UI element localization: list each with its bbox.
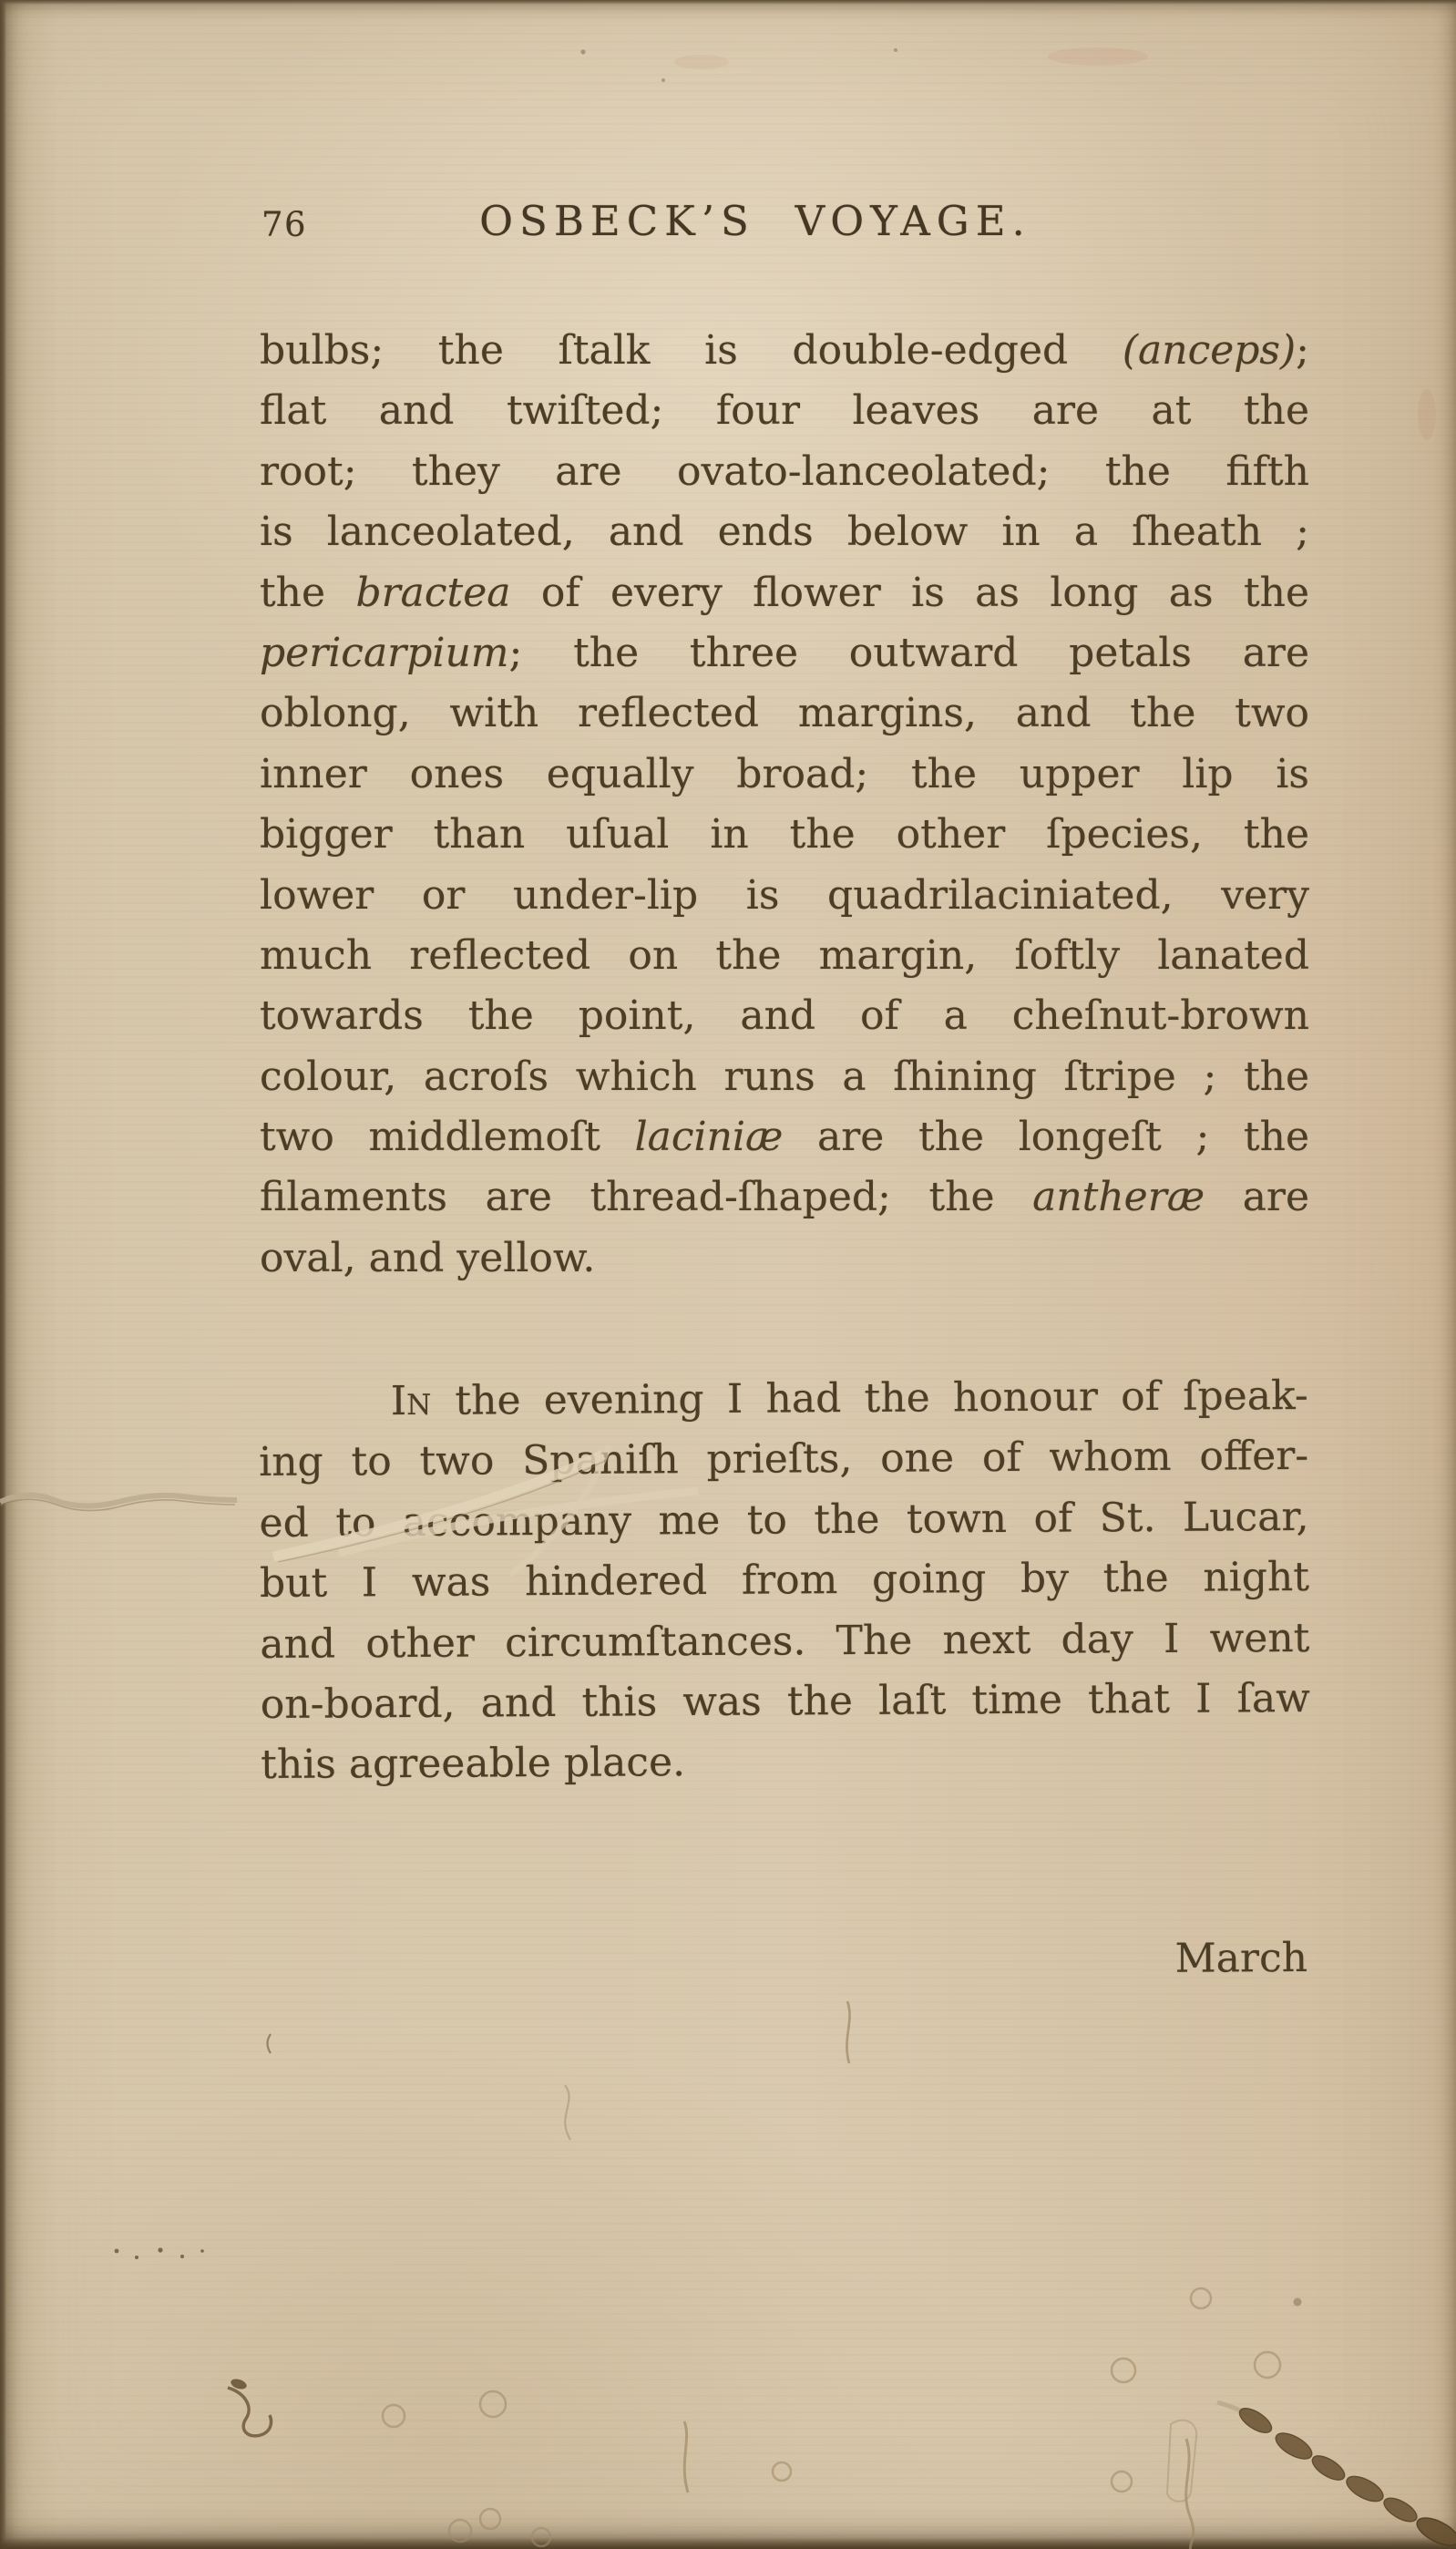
page-header xyxy=(260,197,1309,261)
text-line xyxy=(260,684,1309,744)
page-top-edge xyxy=(0,0,1456,5)
text-line xyxy=(260,502,1309,562)
text-segment: lower or under-lip is quadrilaciniated, very xyxy=(260,871,1309,919)
text-line xyxy=(260,866,1309,926)
text-segment: I xyxy=(390,1378,407,1425)
italic-text-segment: antheræ xyxy=(1032,1174,1205,1221)
text-line xyxy=(259,1366,1308,1433)
page-left-edge xyxy=(0,0,6,2549)
text-line xyxy=(261,1669,1310,1735)
text-line xyxy=(260,442,1309,502)
page-number: 76 xyxy=(261,205,308,244)
text-segment: ed to accompany me to the town of St. Lucar, xyxy=(259,1493,1309,1547)
text-segment: ; xyxy=(1296,327,1309,374)
text-line xyxy=(260,1228,1309,1289)
paragraph xyxy=(260,321,1309,1289)
thread-fiber-mark xyxy=(0,1495,237,1510)
italic-text-segment: (anceps) xyxy=(1122,327,1297,374)
ring-stain-marks xyxy=(383,2288,1280,2546)
text-line xyxy=(259,1487,1308,1554)
text-segment: inner ones equally broad; the upper lip is xyxy=(260,750,1309,797)
italic-text-segment: laciniæ xyxy=(634,1114,784,1161)
page-bottom-edge xyxy=(0,2537,1456,2549)
running-title: OSBECK’S VOYAGE. xyxy=(479,197,1031,245)
brown-dot-mark xyxy=(1294,2298,1302,2307)
text-line xyxy=(260,1107,1309,1167)
text-line xyxy=(260,1609,1309,1675)
text-segment: towards the point, and of a cheſnut-brown xyxy=(260,992,1309,1040)
text-line xyxy=(260,1167,1309,1228)
text-segment: are xyxy=(1205,1174,1310,1221)
text-body xyxy=(260,321,1309,1796)
text-line xyxy=(260,563,1309,623)
text-segment: filaments are thread-ſhaped; the xyxy=(260,1174,1033,1221)
text-segment: but I was hindered from going by the night xyxy=(259,1554,1310,1608)
text-segment: bulbs; the ſtalk is double-edged xyxy=(260,327,1123,374)
worm-track-marks xyxy=(1217,2402,1456,2549)
text-segment: two middlemoſt xyxy=(260,1114,635,1161)
text-segment: ing to two Spaniſh prieſts, one of whom offer- xyxy=(259,1433,1309,1486)
text-line xyxy=(261,1730,1310,1796)
text-segment: are the longeſt ; the xyxy=(783,1114,1309,1161)
ink-blot-mark xyxy=(228,2377,272,2435)
text-line xyxy=(260,623,1309,684)
text-segment: ; the three outward petals are xyxy=(508,629,1309,676)
text-line xyxy=(260,805,1309,865)
text-segment: oval, and yellow. xyxy=(260,1234,596,1281)
text-segment: root; they are ovato-lanceolated; the fifth xyxy=(260,447,1309,495)
text-segment: and other circumſtances. The next day I went xyxy=(260,1614,1310,1668)
text-segment: the xyxy=(260,569,356,616)
text-segment: on-board, and this was the laſt time that I ſaw xyxy=(260,1675,1310,1729)
text-line xyxy=(260,926,1309,986)
paragraph xyxy=(259,1366,1311,1796)
text-segment: this agreeable place. xyxy=(261,1739,686,1789)
text-line xyxy=(260,1047,1309,1107)
text-segment: flat and twiſted; four leaves are at the xyxy=(260,387,1309,435)
text-segment: colour, acroſs which runs a ſhining ſtripe ; the xyxy=(260,1053,1309,1100)
text-segment: much reflected on the margin, ſoftly lanated xyxy=(260,931,1309,979)
text-segment: is lanceolated, and ends below in a ſheath ; xyxy=(260,509,1309,556)
text-line xyxy=(260,381,1309,441)
text-line xyxy=(260,321,1309,381)
text-line xyxy=(260,986,1309,1046)
fiber-squiggle-marks xyxy=(268,2001,1197,2549)
text-segment: oblong, with reflected margins, and the two xyxy=(260,690,1309,737)
italic-text-segment: pericarpium xyxy=(260,629,509,676)
catchword: March xyxy=(1174,1934,1308,1982)
italic-text-segment: bractea xyxy=(355,569,511,616)
text-segment: the evening I had the honour of ſpeak- xyxy=(432,1372,1308,1425)
text-segment: n xyxy=(406,1378,433,1425)
text-segment: bigger than uſual in the other ſpecies, the xyxy=(260,811,1309,858)
text-line xyxy=(260,1547,1309,1614)
text-line xyxy=(260,745,1309,805)
text-line xyxy=(259,1427,1308,1494)
text-segment: of every flower is as long as the xyxy=(510,569,1310,616)
